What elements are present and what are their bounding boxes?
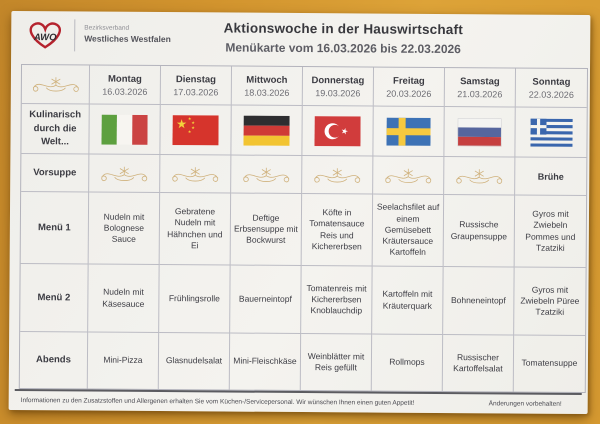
dish: Bohneneintopf [450,294,506,306]
menu2-cell [88,265,159,333]
vorsuppe-dish: Brühe [537,171,564,182]
dish: Mini-Pizza [103,355,143,366]
vorsuppe-cell [89,155,160,193]
flag-cell [373,107,444,157]
day-name: Sonntag [532,76,571,88]
day-date: 19.03.2026 [315,87,361,98]
abends-cell [372,335,443,391]
flourish-icon [380,165,436,185]
abends-cell [230,334,301,390]
flag-cell [89,105,160,155]
menu1-cell [373,195,445,267]
menu1-cell [160,193,232,265]
russia-flag-icon [457,118,501,146]
vorsuppe-cell [160,155,231,193]
abends-cell [301,334,372,390]
day-date: 16.03.2026 [102,86,148,97]
day-header [161,66,232,105]
row-label: Kulinarisch durch die Welt... [29,108,82,148]
corner-cell [22,65,90,104]
flag-cell [231,106,302,156]
dish: Rollmops [389,357,425,368]
card-footer [21,397,562,408]
vorsuppe-cell [373,157,444,195]
menu-table [19,64,588,393]
dish: Frühlingsrolle [168,292,220,304]
vorsuppe-cell [515,158,586,196]
flag-cell [302,106,373,156]
dish: Russischer Kartoffelsalat [453,351,503,374]
day-name: Freitag [393,75,425,87]
dish: Nudeln mit Bolognese Sauce [103,211,145,244]
flourish-icon [238,164,294,184]
sweden-flag-icon [386,117,430,145]
menu1-cell [89,193,161,265]
dish: Bauerneintopf [238,293,292,304]
row-label-cell [21,154,89,192]
menu2-cell [514,268,585,336]
dish: Gebratene Nudeln mit Hähnchen und Ei [167,206,223,251]
day-name: Montag [108,73,142,85]
italy-flag-icon [101,114,147,144]
row-label-cell [20,264,88,332]
day-header [445,68,516,107]
flourish-icon [96,163,152,183]
day-header [232,67,303,106]
allergen-info-text: Informationen zu den Zusatzstoffen und Allergenen erhalten Sie vom Küchen-/Servicepersonal. Wir wünschen Ihnen einen guten Appetit! [20,397,415,407]
dish: Weinblätter mit Reis gefüllt [307,350,365,373]
day-date: 21.03.2026 [457,88,503,99]
flag-cell [515,108,586,158]
germany-flag-icon [243,115,289,145]
dish: Gyros mit Zwiebeln Pommes und Tzatziki [525,208,576,253]
dish: Gyros mit Zwiebeln Püree Tzatziki [520,284,580,317]
menu2-cell [301,266,372,334]
dish: Deftige Erbsensuppe mit Bockwurst [233,212,298,246]
vorsuppe-cell [231,156,302,194]
row-label-cell [20,332,88,388]
page-title: Aktionswoche in der Hauswirtschaft [223,20,464,38]
menu1-cell [515,196,587,268]
dish: Glasnudelsalat [165,355,223,366]
abends-cell [514,336,585,392]
dish: Kartoffeln mit Kräuterquark [382,288,433,311]
menu2-cell [230,266,301,334]
day-header [303,67,374,106]
dish: Nudeln mit Käsesauce [102,286,145,309]
flag-cell [444,107,515,157]
row-label: Menü 2 [37,291,71,304]
abends-cell [88,333,159,389]
flourish-icon [451,166,507,186]
title-block [106,20,580,57]
changes-reserved-text: Änderungen vorbehalten! [488,400,562,408]
day-header [516,69,587,108]
menu1-cell [302,194,374,266]
flag-cell [160,105,231,155]
dish: Tomatensuppe [521,357,578,369]
dish: Tomatenreis mit Kichererbsen Knoblauchdip [306,282,367,316]
awo-brand-text: AWO [33,32,57,44]
awo-heart-icon [25,18,65,51]
day-date: 20.03.2026 [386,88,432,99]
dish: Mini-Fleischkäse [233,355,297,367]
china-flag-icon [172,115,218,145]
org-line1: Bezirksverband [84,24,130,33]
dish: Köfte in Tomatensauce Reis und Kichererbsen [309,207,365,252]
menu1-cell [231,194,303,266]
row-label: Menü 1 [37,221,71,234]
greece-flag-icon [529,118,573,146]
row-label: Abends [36,354,71,366]
day-date: 18.03.2026 [244,87,290,98]
abends-cell [443,335,514,391]
flourish-icon [167,164,223,184]
day-header [90,66,161,105]
day-name: Donnerstag [311,74,365,86]
vorsuppe-cell [444,157,515,195]
page-subtitle: Menükarte vom 16.03.2026 bis 22.03.2026 [225,40,461,57]
org-line2: Westliches Westfalen [84,33,171,45]
row-label: Vorsuppe [33,166,77,179]
dish: Russische Graupensuppe [450,219,508,241]
turkey-flag-icon [314,116,360,146]
menu1-cell [444,195,516,267]
day-date: 22.03.2026 [528,89,574,100]
vorsuppe-cell [302,156,373,194]
menu-card [9,11,591,414]
row-label-cell [21,104,89,154]
day-header [374,68,445,107]
flourish-icon [27,74,83,94]
menu2-cell [159,265,230,333]
menu2-cell [372,267,443,335]
day-name: Samstag [460,75,500,87]
menu2-cell [443,267,514,335]
flourish-icon [309,165,365,185]
abends-cell [159,333,230,389]
card-header [11,11,590,67]
dish: Seelachsfilet auf einem Gemüsebett Kräutersauce Kartoffeln [376,201,440,258]
day-name: Mittwoch [246,74,288,86]
row-label-cell [21,192,90,264]
day-date: 17.03.2026 [173,86,219,97]
logo-divider [74,19,75,51]
day-name: Dienstag [175,73,217,85]
